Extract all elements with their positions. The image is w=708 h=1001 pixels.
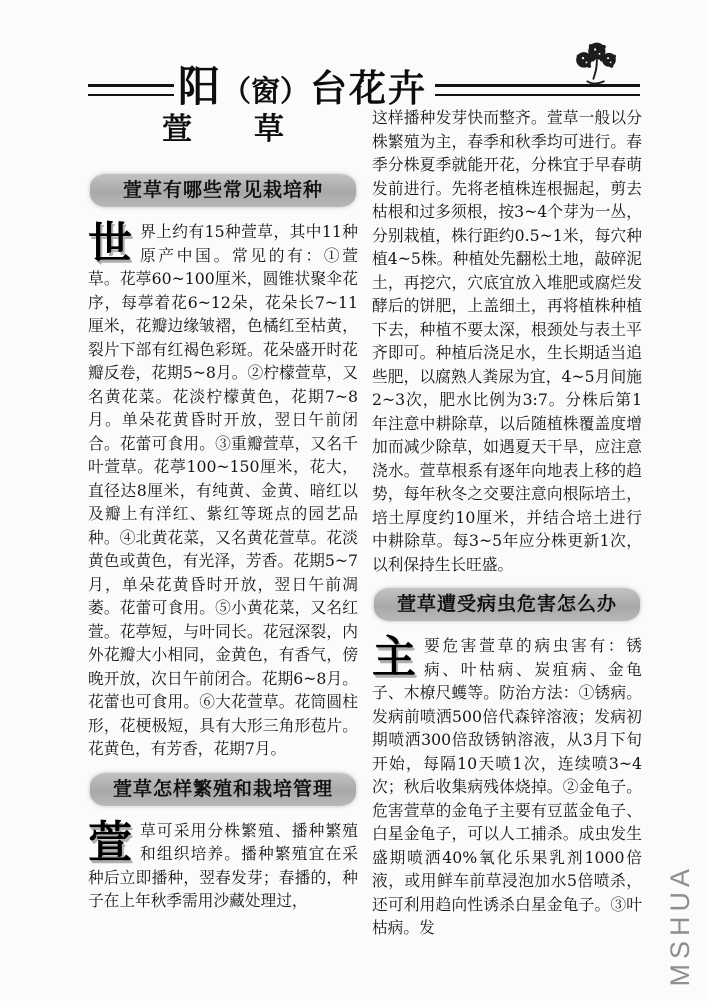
right-column — [372, 106, 642, 952]
left-column — [88, 106, 358, 952]
section-heading-label: 萱草遭受病虫危害怎么办 — [396, 593, 617, 615]
page-title-text: 萱草 — [162, 112, 346, 147]
section-heading-pests — [374, 588, 640, 621]
article-body — [88, 106, 642, 952]
masthead-rule-left — [88, 84, 174, 96]
dropcap-xuan: 萱 — [88, 816, 132, 868]
dropcap-shi: 世 — [88, 218, 132, 269]
masthead-word-window: （窗） — [222, 74, 310, 108]
section-heading-label: 萱草有哪些常见栽培种 — [122, 179, 323, 201]
paragraph-propagation-continued — [372, 106, 642, 576]
masthead-rule-right — [435, 84, 640, 96]
section-heading-label: 萱草怎样繁殖和栽培管理 — [112, 777, 333, 800]
watermark: MSHUA — [665, 864, 695, 987]
paragraph-propagation — [88, 816, 358, 913]
section-heading-cultivars — [90, 174, 356, 207]
paragraph-text: 界上约有15种萱草，其中11种原产中国。常见的有：①萱草。花葶60~100厘米，圆锥状聚伞花序，每葶着花6~12朵，花朵长7~11厘米，花瓣边缘皱褶，色橘红至枯黄，裂片下部有红褐色彩斑。花朵盛开时花瓣反卷，花期5~8月。②柠檬萱草，又名黄花菜。花淡柠檬黄色，花期7~8月。单朵花黄昏时开放，翌日午前闭合。花蕾可食用。③重瓣萱草，又名千叶萱草。花葶100~150厘米，花大，直径达8厘米，有纯黄、金黄、暗红以及瓣上有洋红、紫红等斑点的园艺品种。④北黄花菜，又名黄花萱草。花淡黄色或黄色，有光泽，芳香。花期5~7月，单朵花黄昏时开放，翌日午前凋萎。花蕾可食用。⑤小黄花菜，又名红萱。花葶短，与叶同长。花冠深裂，内外花瓣大小相同，金黄色，有香气，傍晚开放，次日午前闭合。花期6~8月。花蕾也可食用。⑥大花萱草。花筒圆柱形，花梗极短，具有大形三角形苞片。花黄色，有芳香，花期7月。 — [88, 222, 358, 758]
page-title — [88, 110, 358, 150]
paragraph-text: 草可采用分株繁殖、播种繁殖和组织培养。播种繁殖宜在采种后立即播种，翌春发芽；春播的，种子在上年秋季需用沙藏处理过， — [88, 820, 358, 910]
masthead — [88, 58, 640, 111]
masthead-title — [174, 62, 435, 111]
flower-cluster-icon — [570, 40, 622, 90]
paragraph-text: 要危害萱草的病虫害有：锈病、叶枯病、炭疽病、金龟子、木橑尺蠖等。防治方法：①锈病。发病前喷洒500倍代森锌溶液；发病初期喷洒300倍敌锈钠溶液，从3月下旬开始，每隔10天喷1次，连续喷3~4次；秋后收集病残体烧掉。②金龟子。危害萱草的金龟子主要有豆蓝金龟子、白星金龟子，可以人工捕杀。成虫发生盛期喷洒40%氧化乐果乳剂1000倍液，或用鲜车前草浸泡加水5倍喷杀，还可利用趋向性诱杀白星金龟子。③叶枯病。发 — [372, 636, 642, 937]
paragraph-cultivars — [88, 220, 358, 761]
dropcap-zhu: 主 — [372, 632, 416, 683]
section-heading-propagation — [90, 773, 356, 806]
masthead-word-yang: 阳 — [178, 62, 222, 111]
paragraph-text: 这样播种发芽快而整齐。萱草一般以分株繁殖为主，春季和秋季均可进行。春季分株夏季就能开花，分株宜于早春萌发前进行。先将老植株连根掘起，剪去枯根和过多须根，按3~4个芽为一丛，分别栽植，株行距约0.5~1米，每穴种植4~5株。种植处先翻松土地，敲碎泥土，再挖穴，穴底宜放入堆肥或腐烂发酵后的饼肥，上盖细土，再将植株种植下去，种植不要太深，根颈处与表土平齐即可。种植后浇足水，生长期适当追些肥，以腐熟人粪尿为宜，4~5月间施2~3次，肥水比例为3:7。分株后第1年注意中耕除草，以后随植株覆盖度增加而减少除草，如遇夏天干旱，应注意浇水。萱草根系有逐年向地表上移的趋势，每年秋冬之交要注意向根际培土，培土厚度约10厘米，并结合培土进行中耕除草。每3~5年应分株更新1次，以利保持生长旺盛。 — [372, 108, 642, 574]
paragraph-pests — [372, 634, 642, 940]
masthead-word-flowers: 台花卉 — [310, 67, 428, 110]
